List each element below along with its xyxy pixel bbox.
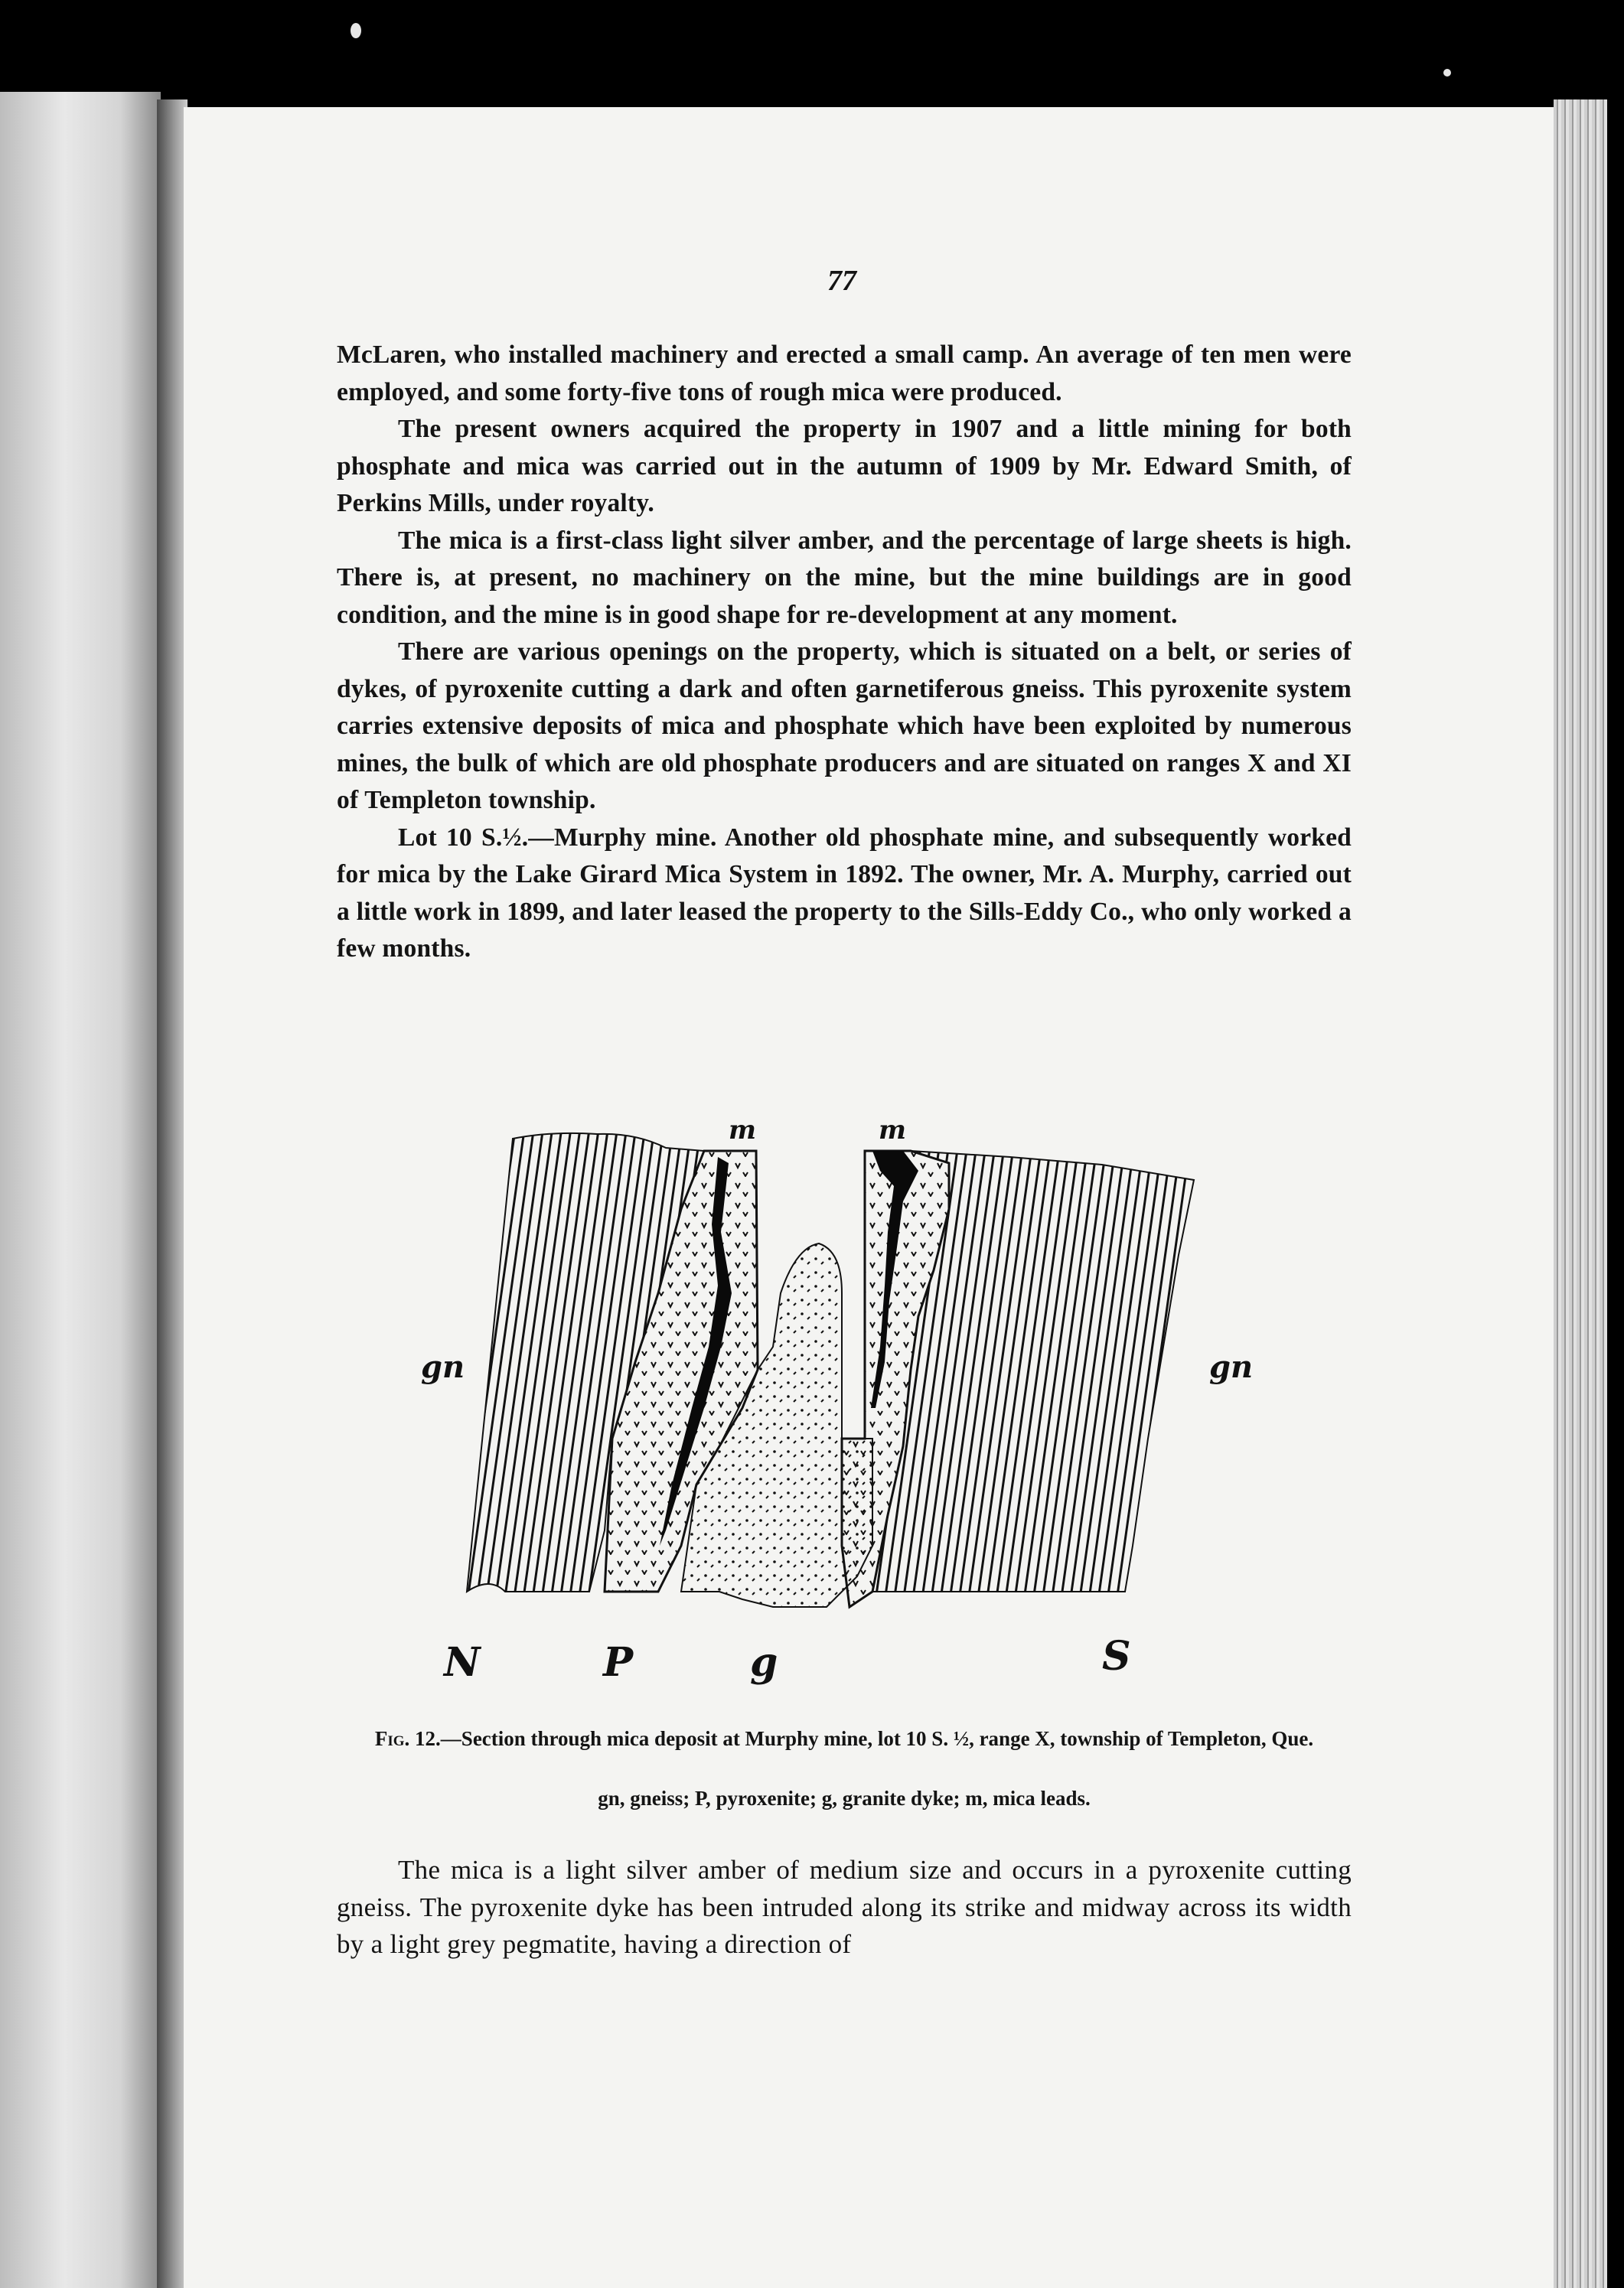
page-edges (1554, 99, 1607, 2288)
label-granite: g (750, 1639, 778, 1686)
paragraph: McLaren, who installed machinery and erected a small camp. An average of ten men were employed, and some forty-five tons of rough mica were produced. (337, 341, 1352, 406)
facing-page-edge (0, 92, 161, 2288)
figure-number: Fig. 12. (374, 1727, 441, 1750)
paragraph: The mica is a first-class light silver amber, and the percentage of large sheets is high. There is, at present, no machinery on the mine, but the mine buildings are in good condition, and the mine is in good shape for re-development at any moment. (337, 526, 1352, 629)
label-gneiss-right: gn (1209, 1349, 1254, 1385)
paragraph: Lot 10 S.½.—Murphy mine. Another old phosphate mine, and subsequently worked for mica by the Lake Girard Mica System in 1892. The owner, Mr. A. Murphy, carried out a little work in 1899, and later leased the property to the Sills-Eddy Co., who only worked a few months. (337, 823, 1352, 963)
figure-caption (337, 1726, 1352, 1752)
label-mica-right: m (879, 1117, 906, 1146)
label-gneiss-left: gn (421, 1349, 465, 1385)
scan-speck (351, 23, 361, 38)
cross-section-drawing (413, 1117, 1286, 1699)
label-north: N (444, 1639, 481, 1686)
page-number: 77 (827, 265, 856, 297)
label-mica-left: m (729, 1117, 756, 1146)
caption-text: —Section through mica deposit at Murphy mine, lot 10 S. ½, range X, township of Templeton, Que. (440, 1727, 1314, 1750)
text-block-1 (337, 337, 1352, 968)
paragraph: The present owners acquired the property in 1907 and a little mining for both phosphate and mica was carried out in the autumn of 1909 by Mr. Edward Smith, of Perkins Mills, under royalty. (337, 415, 1352, 517)
figure-legend: gn, gneiss; P, pyroxenite; g, granite dyke; m, mica leads. (598, 1787, 1091, 1810)
text-block-2 (337, 1852, 1352, 1964)
label-south: S (1102, 1633, 1131, 1680)
scan-speck (1443, 69, 1451, 77)
geologic-section-figure (413, 1117, 1286, 1699)
paragraph: There are various openings on the property, which is situated on a belt, or series of dykes, of pyroxenite cutting a dark and often garnetiferous gneiss. This pyroxenite system carries extensive deposits of mica and phosphate which have been exploited by numerous mines, the bulk of which are old phosphate producers and are situated on ranges X and XI of Templeton township. (337, 637, 1352, 814)
book-gutter (157, 99, 188, 2288)
label-pyroxenite: P (603, 1639, 634, 1686)
paragraph: The mica is a light silver amber of medium size and occurs in a pyroxenite cutting gneiss. The pyroxenite dyke has been intruded along its strike and midway across its width by a light grey pegmatite, having a direction of (337, 1855, 1352, 1959)
